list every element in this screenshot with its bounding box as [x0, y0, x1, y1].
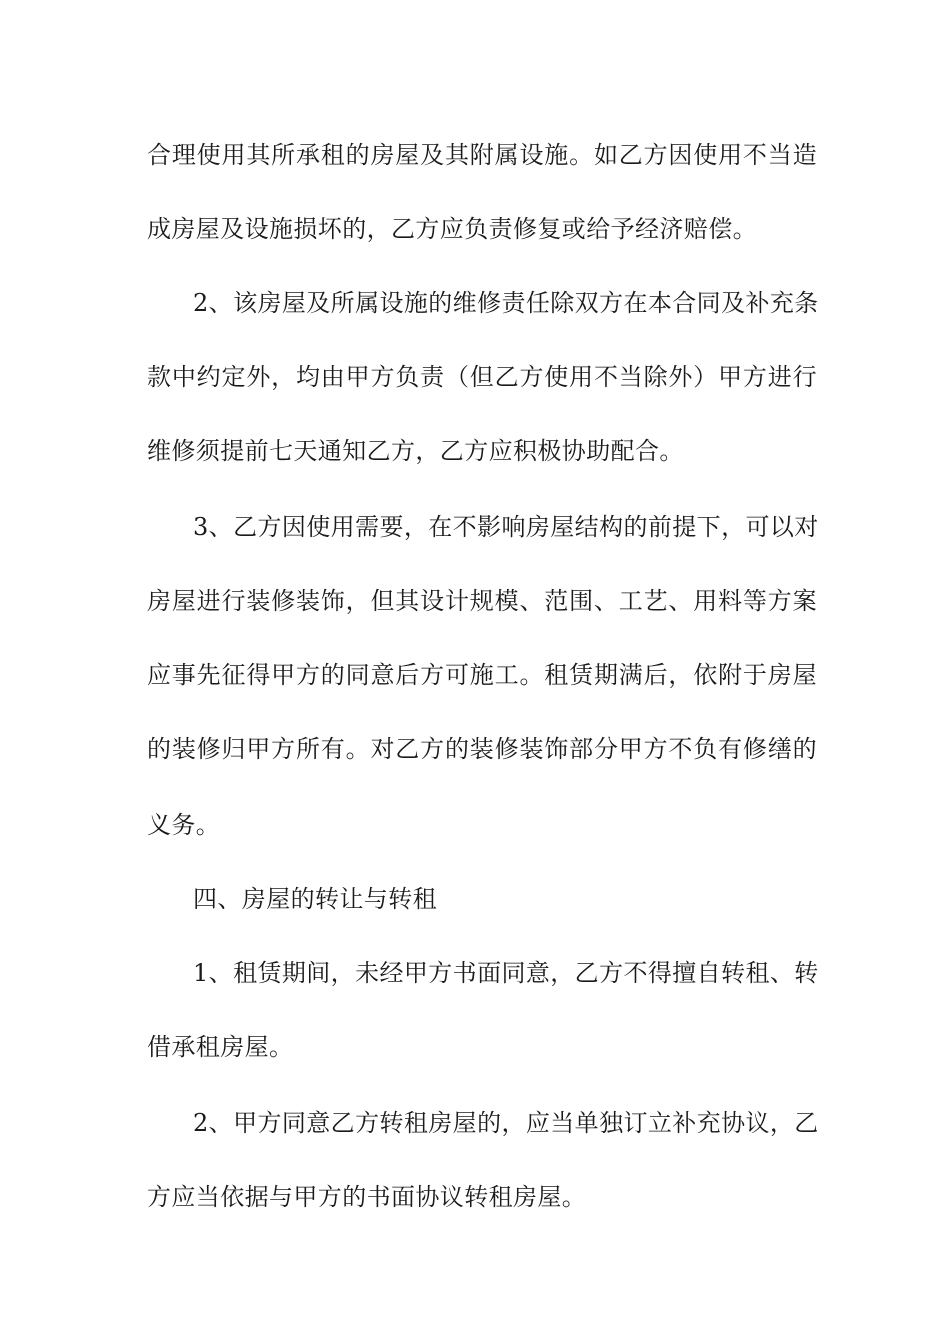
text-line: 的装修归甲方所有。对乙方的装修装饰部分甲方不负有修缮的	[147, 735, 817, 763]
text-line: 合理使用其所承租的房屋及其附属设施。如乙方因使用不当造	[147, 141, 817, 169]
section-heading: 四、房屋的转让与转租	[193, 885, 437, 913]
text-line: 应事先征得甲方的同意后方可施工。租赁期满后，依附于房屋	[147, 661, 817, 689]
text-line: 房屋进行装修装饰，但其设计规模、范围、工艺、用料等方案	[147, 587, 817, 615]
text-line: 方应当依据与甲方的书面协议转租房屋。	[147, 1183, 587, 1211]
text-line: 义务。	[147, 811, 221, 839]
text-line: 维修须提前七天通知乙方，乙方应积极协助配合。	[147, 437, 684, 465]
text-line: 款中约定外，均由甲方负责（但乙方使用不当除外）甲方进行	[147, 363, 817, 391]
text-line: 1、租赁期间，未经甲方书面同意，乙方不得擅自转租、转	[193, 959, 819, 987]
text-line: 借承租房屋。	[147, 1033, 294, 1061]
text-line: 3、乙方因使用需要，在不影响房屋结构的前提下，可以对	[193, 513, 819, 541]
text-line: 2、该房屋及所属设施的维修责任除双方在本合同及补充条	[193, 289, 819, 317]
text-line: 成房屋及设施损坏的，乙方应负责修复或给予经济赔偿。	[147, 215, 757, 243]
text-line: 2、甲方同意乙方转租房屋的，应当单独订立补充协议，乙	[193, 1109, 819, 1137]
